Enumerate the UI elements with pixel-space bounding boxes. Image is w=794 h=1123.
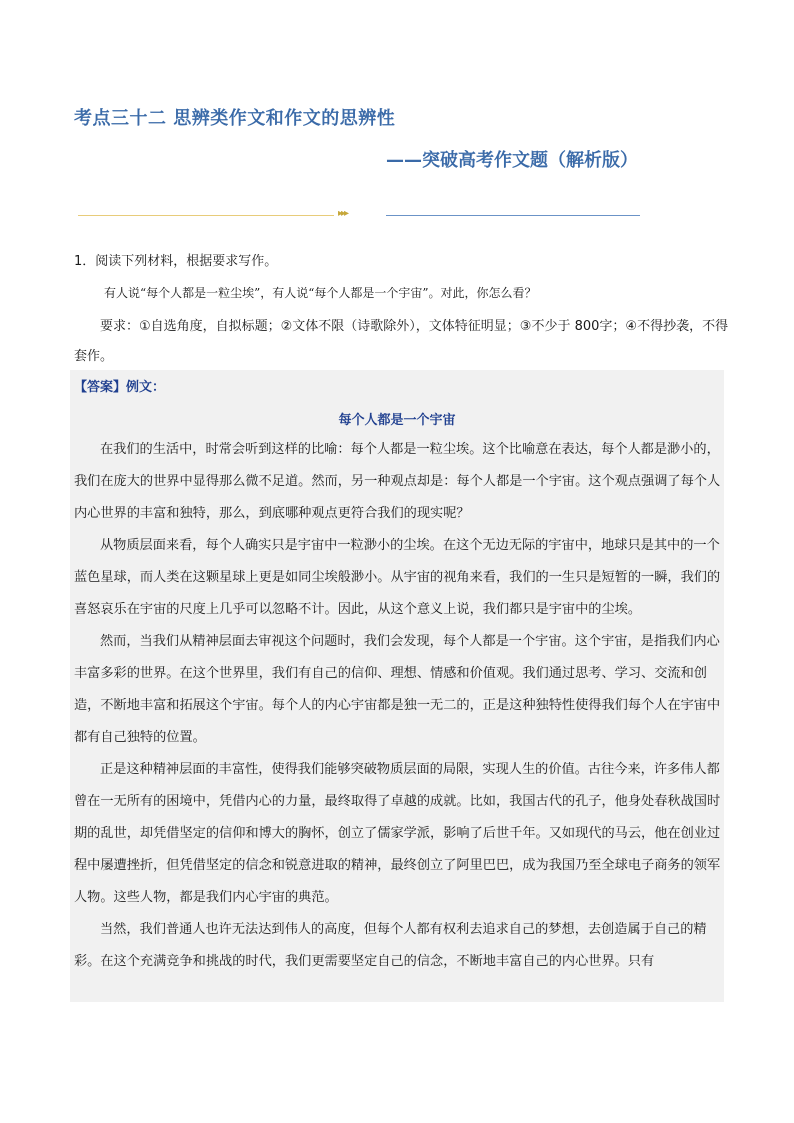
- essay-body: [74, 434, 729, 978]
- question-material: 有人说“每个人都是一粒尘埃”，有人说“每个人都是一个宇宙”。对此，你怎么看？: [104, 286, 537, 300]
- answer-label: 【答案】例文：: [74, 380, 166, 395]
- document-title: 考点三十二 思辨类作文和作文的思辨性: [74, 108, 396, 129]
- essay-paragraph: 正是这种精神层面的丰富性，使得我们能够突破物质层面的局限，实现人生的价值。古往今来，许多伟人都曾在一无所有的困境中，凭借内心的力量，最终取得了卓越的成就。比如，我国古代的孔子，他身处春秋战国时期的乱世，却凭借坚定的信仰和博大的胸怀，创立了儒家学派，影响了后世千年。又如现代的马云，他在创业过程中屡遭挫折，但凭借坚定的信念和锐意进取的精神，最终创立了阿里巴巴，成为我国乃至全球电子商务的领军人物。这些人物，都是我们内心宇宙的典范。: [74, 762, 721, 905]
- question-requirements: 要求：①自选角度，自拟标题；②文体不限（诗歌除外），文体特征明显；③不少于 800字；④不得抄袭，不得套作。: [74, 319, 729, 364]
- divider-line-right: [386, 215, 640, 216]
- question-prompt: 1．阅读下列材料，根据要求写作。: [74, 254, 278, 269]
- arrow-icon: ▸▸▸: [338, 208, 348, 219]
- document-subtitle: ——突破高考作文题（解析版）: [386, 150, 638, 171]
- essay-paragraph: 在我们的生活中，时常会听到这样的比喻：每个人都是一粒尘埃。这个比喻意在表达，每个人都是渺小的，我们在庞大的世界中显得那么微不足道。然而，另一种观点却是：每个人都是一个宇宙。这个观点强调了每个人内心世界的丰富和独特，那么，到底哪种观点更符合我们的现实呢？: [74, 442, 721, 521]
- divider-line-left: [78, 215, 334, 216]
- essay-paragraph: 从物质层面来看，每个人确实只是宇宙中一粒渺小的尘埃。在这个无边无际的宇宙中，地球只是其中的一个蓝色星球，而人类在这颗星球上更是如同尘埃般渺小。从宇宙的视角来看，我们的一生只是短暂的一瞬，我们的喜怒哀乐在宇宙的尺度上几乎可以忽略不计。因此，从这个意义上说，我们都只是宇宙中的尘埃。: [74, 538, 721, 617]
- essay-title: 每个人都是一个宇宙: [338, 413, 456, 428]
- essay-paragraph: 当然，我们普通人也许无法达到伟人的高度，但每个人都有权利去追求自己的梦想，去创造属于自己的精彩。在这个充满竞争和挑战的时代，我们更需要坚定自己的信念，不断地丰富自己的内心世界。只有: [74, 922, 707, 969]
- essay-paragraph: 然而，当我们从精神层面去审视这个问题时，我们会发现，每个人都是一个宇宙。这个宇宙，是指我们内心丰富多彩的世界。在这个世界里，我们有自己的信仰、理想、情感和价值观。我们通过思考、学习、交流和创造，不断地丰富和拓展这个宇宙。每个人的内心宇宙都是独一无二的，正是这种独特性使得我们每个人在宇宙中都有自己独特的位置。: [74, 634, 721, 745]
- decorative-divider: [78, 208, 640, 222]
